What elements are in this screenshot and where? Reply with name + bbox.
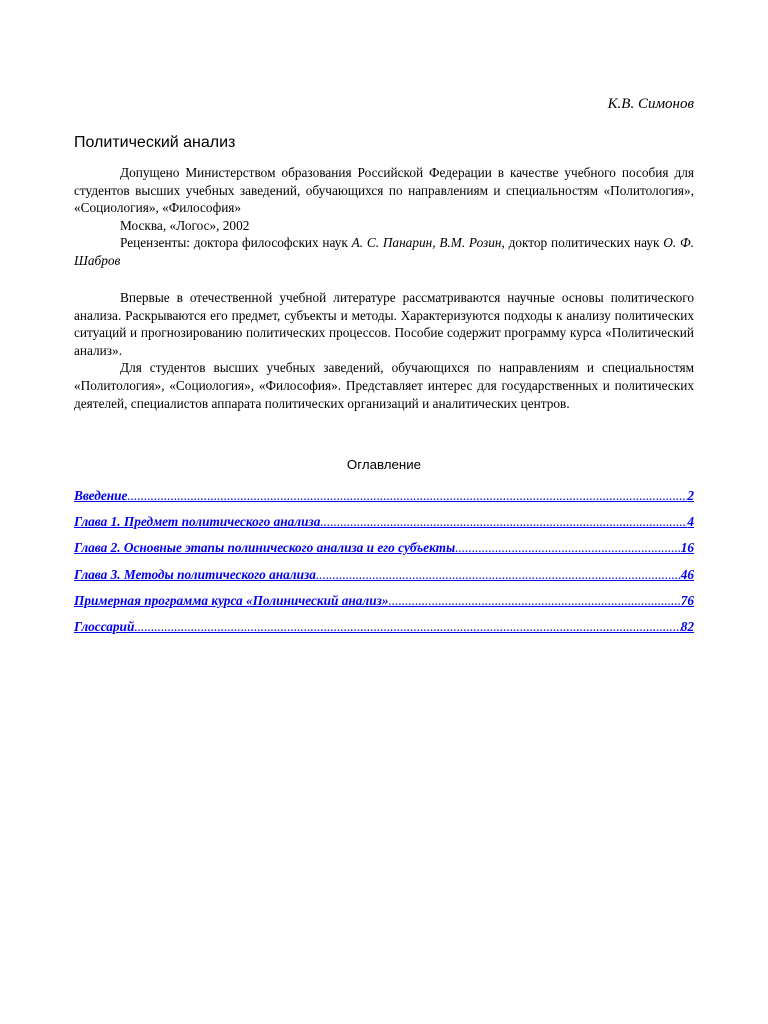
toc-item-title: Введение [74,488,128,503]
toc-link-program[interactable] [74,593,694,619]
approval-text: Допущено Министерством образования Российской Федерации в качестве учебного пособия для студентов высших учебных заведений, обучающихся по направлениям и специальностям «Политология», «Социология», «Философия» [74,165,694,216]
author-name: К.В. Симонов [607,96,694,112]
reviewers-mid: доктор политических наук [508,235,660,251]
annotation-paragraph: Впервые в отечественной учебной литературе рассматриваются научные основы политического анализа. Раскрываются его предмет, субъекты и методы. Характеризуются подходы к анализу политических ситуаций и прогнозированию политических процессов. Пособие содержит программу курса «Политический анализ». [74,290,694,358]
toc-item-title: Глава 3. Методы политического анализа [74,566,316,582]
toc-link-chapter-1[interactable] [74,514,694,540]
approval-block [74,164,694,270]
toc-leader-dots [127,488,687,504]
toc-link-introduction[interactable] [74,488,694,514]
toc-page-number: 46 [680,566,694,582]
toc-leader-dots [455,540,681,556]
toc-item-title: Глава 2. Основные этапы полинического анализа и его субъекты [74,540,456,556]
reviewers-line [74,234,694,269]
reviewer-name: О. Ф. Шабров [74,235,694,268]
table-of-contents [74,488,694,645]
toc-page-number: 82 [680,618,694,634]
toc-leader-dots [134,619,680,635]
reviewer-name: В.М. Розин, [439,235,505,251]
toc-leader-dots [316,567,681,583]
toc-page-number: 16 [680,540,694,556]
toc-page-number: 2 [687,488,694,503]
toc-leader-dots [320,514,687,530]
document-title: Политический анализ [74,134,236,151]
toc-item-title: Глоссарий [74,618,135,634]
reviewer-name: А. С. Панарин, [351,235,436,251]
toc-link-glossary[interactable] [74,619,694,645]
publisher-line: Москва, «Логос», 2002 [120,217,250,233]
toc-page-number: 4 [687,514,694,530]
toc-item-title: Примерная программа курса «Полинический анализ» [74,592,389,608]
toc-link-chapter-2[interactable] [74,540,694,566]
toc-item-title: Глава 1. Предмет политического анализа [74,514,321,530]
toc-link-chapter-3[interactable] [74,567,694,593]
reviewers-label: Рецензенты: доктора философских наук [120,235,348,251]
annotation-paragraph: Для студентов высших учебных заведений, обучающихся по направлениям и специальностям «Политология», «Социология», «Философия». Представляет интерес для государственных и политических деятелей, специалистов аппарата политических организаций и аналитических центров. [74,360,694,411]
toc-heading: Оглавление [346,457,422,472]
toc-leader-dots [388,593,680,609]
annotation-block [74,289,694,412]
toc-page-number: 76 [680,592,694,608]
